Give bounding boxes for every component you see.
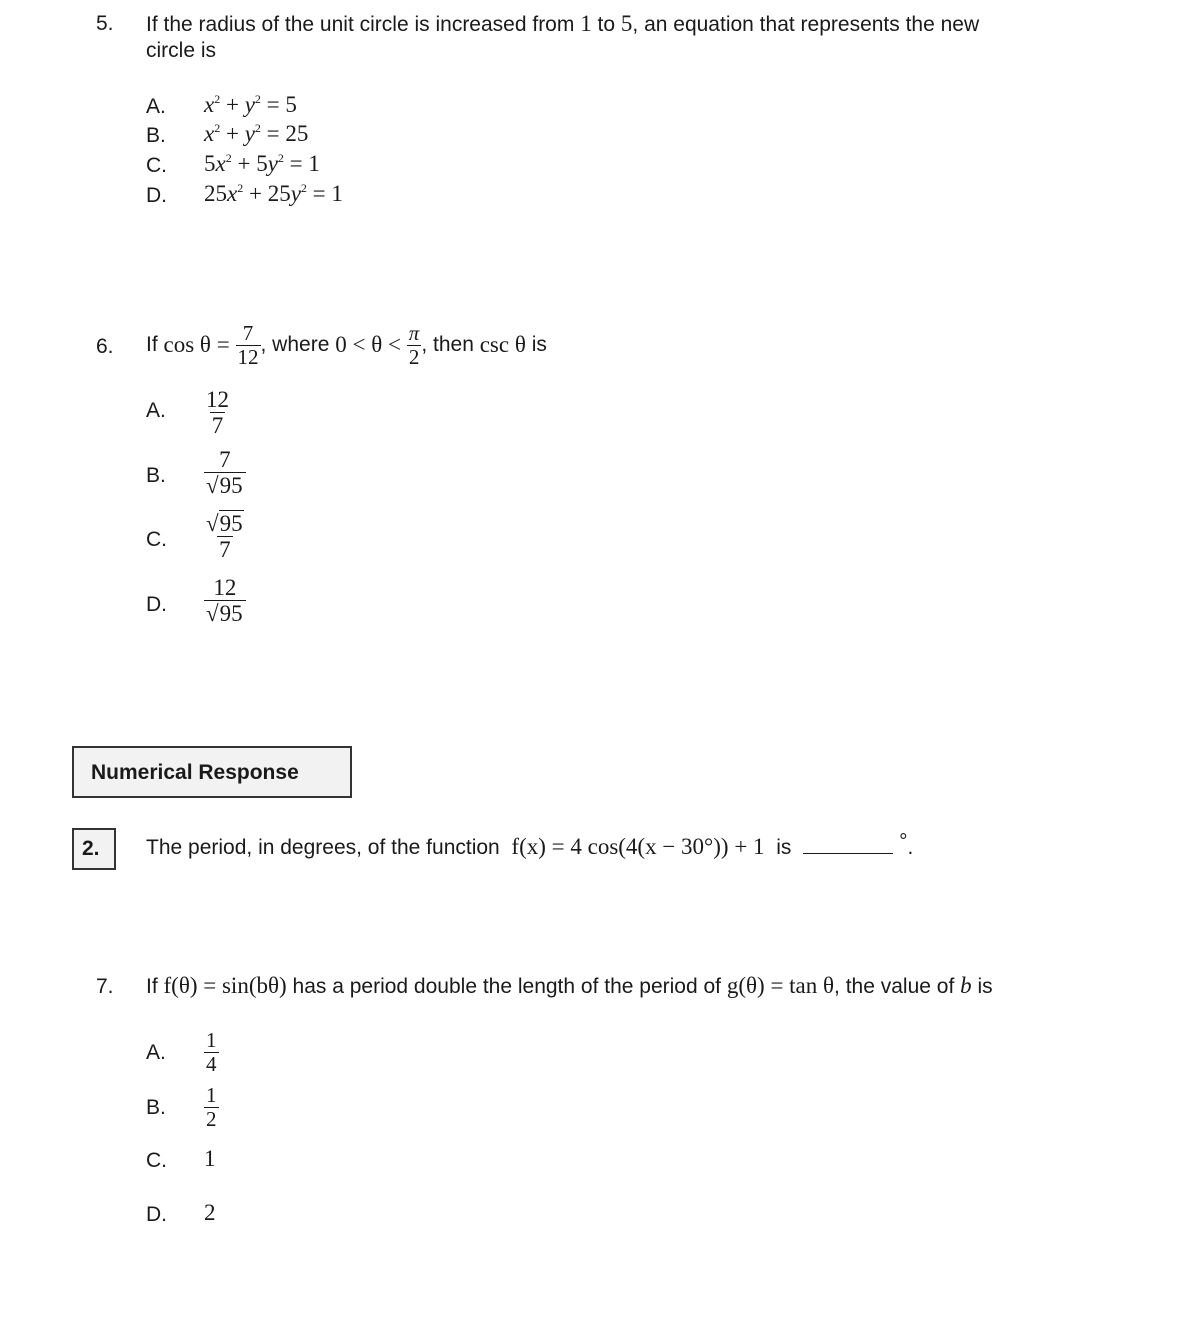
section-title: Numerical Response <box>91 761 299 784</box>
question-stem-line-1: If the radius of the unit circle is increased from 1 to 5, an equation that represents the new <box>146 11 980 36</box>
option-letter-b: B. <box>146 1096 166 1119</box>
question-number: 7. <box>96 975 114 998</box>
pi-over-two-fraction: $\frac{\pi}{2}$ <box>408 320 420 369</box>
item-number: 2. <box>82 837 100 860</box>
option-b-equation: $x^2 + y^2 = 25$ <box>204 121 309 146</box>
option-letter-a: A. <box>146 95 166 118</box>
option-a-fraction: $\frac{12}{7}$ <box>206 387 229 438</box>
square-root: √95 <box>206 511 243 536</box>
question-number: 5. <box>96 12 114 35</box>
option-d-value: 2 <box>204 1200 216 1225</box>
question-stem-line-2: circle is <box>146 39 217 62</box>
option-b-fraction: $\frac{1}{2}$ <box>206 1083 217 1131</box>
option-c-fraction: $\frac{√95}{7}$ <box>206 511 243 562</box>
question-number: 6. <box>96 335 114 358</box>
option-letter-a: A. <box>146 399 166 422</box>
option-letter-d: D. <box>146 1203 167 1226</box>
option-a-fraction: $\frac{1}{4}$ <box>206 1028 217 1076</box>
question-stem: If f(θ) = sin(bθ) has a period double the length of the period of g(θ) = tan θ, the value of b is <box>146 973 993 998</box>
option-d-equation: $25x^2 + 25y^2 = 1$ <box>204 181 343 206</box>
option-c-equation: $5x^2 + 5y^2 = 1$ <box>204 151 320 176</box>
option-letter-b: B. <box>146 464 166 487</box>
option-letter-c: C. <box>146 1149 167 1172</box>
cos-fraction: $\frac{7}{12}$ <box>237 320 259 369</box>
option-letter-d: D. <box>146 593 167 616</box>
option-letter-c: C. <box>146 154 167 177</box>
numerical-response-stem: The period, in degrees, of the function f(x) = 4 cos(4(x − 30°)) + 1 is °. <box>146 830 914 859</box>
numerical-response-header <box>72 746 352 798</box>
square-root: √95 <box>206 473 243 498</box>
numerical-response-number-box <box>72 828 116 870</box>
option-b-fraction: $\frac{7}{√95}$ <box>204 448 246 497</box>
option-d-fraction: $\frac{12}{√95}$ <box>204 576 246 625</box>
answer-blank[interactable] <box>803 835 893 854</box>
option-letter-a: A. <box>146 1041 166 1064</box>
option-c-value: 1 <box>204 1146 216 1171</box>
option-a-equation: $x^2 + y^2 = 5$ <box>204 92 297 117</box>
option-letter-b: B. <box>146 124 166 147</box>
question-stem: If cos θ = $\frac{7}{12}$ , where 0 < θ < $\frac{\pi}{2}$ , then csc θ is <box>146 320 547 369</box>
square-root: √95 <box>206 601 243 626</box>
option-letter-d: D. <box>146 184 167 207</box>
option-letter-c: C. <box>146 528 167 551</box>
function-expression: f(x) = 4 cos(4(x − 30°)) + 1 <box>511 834 765 859</box>
